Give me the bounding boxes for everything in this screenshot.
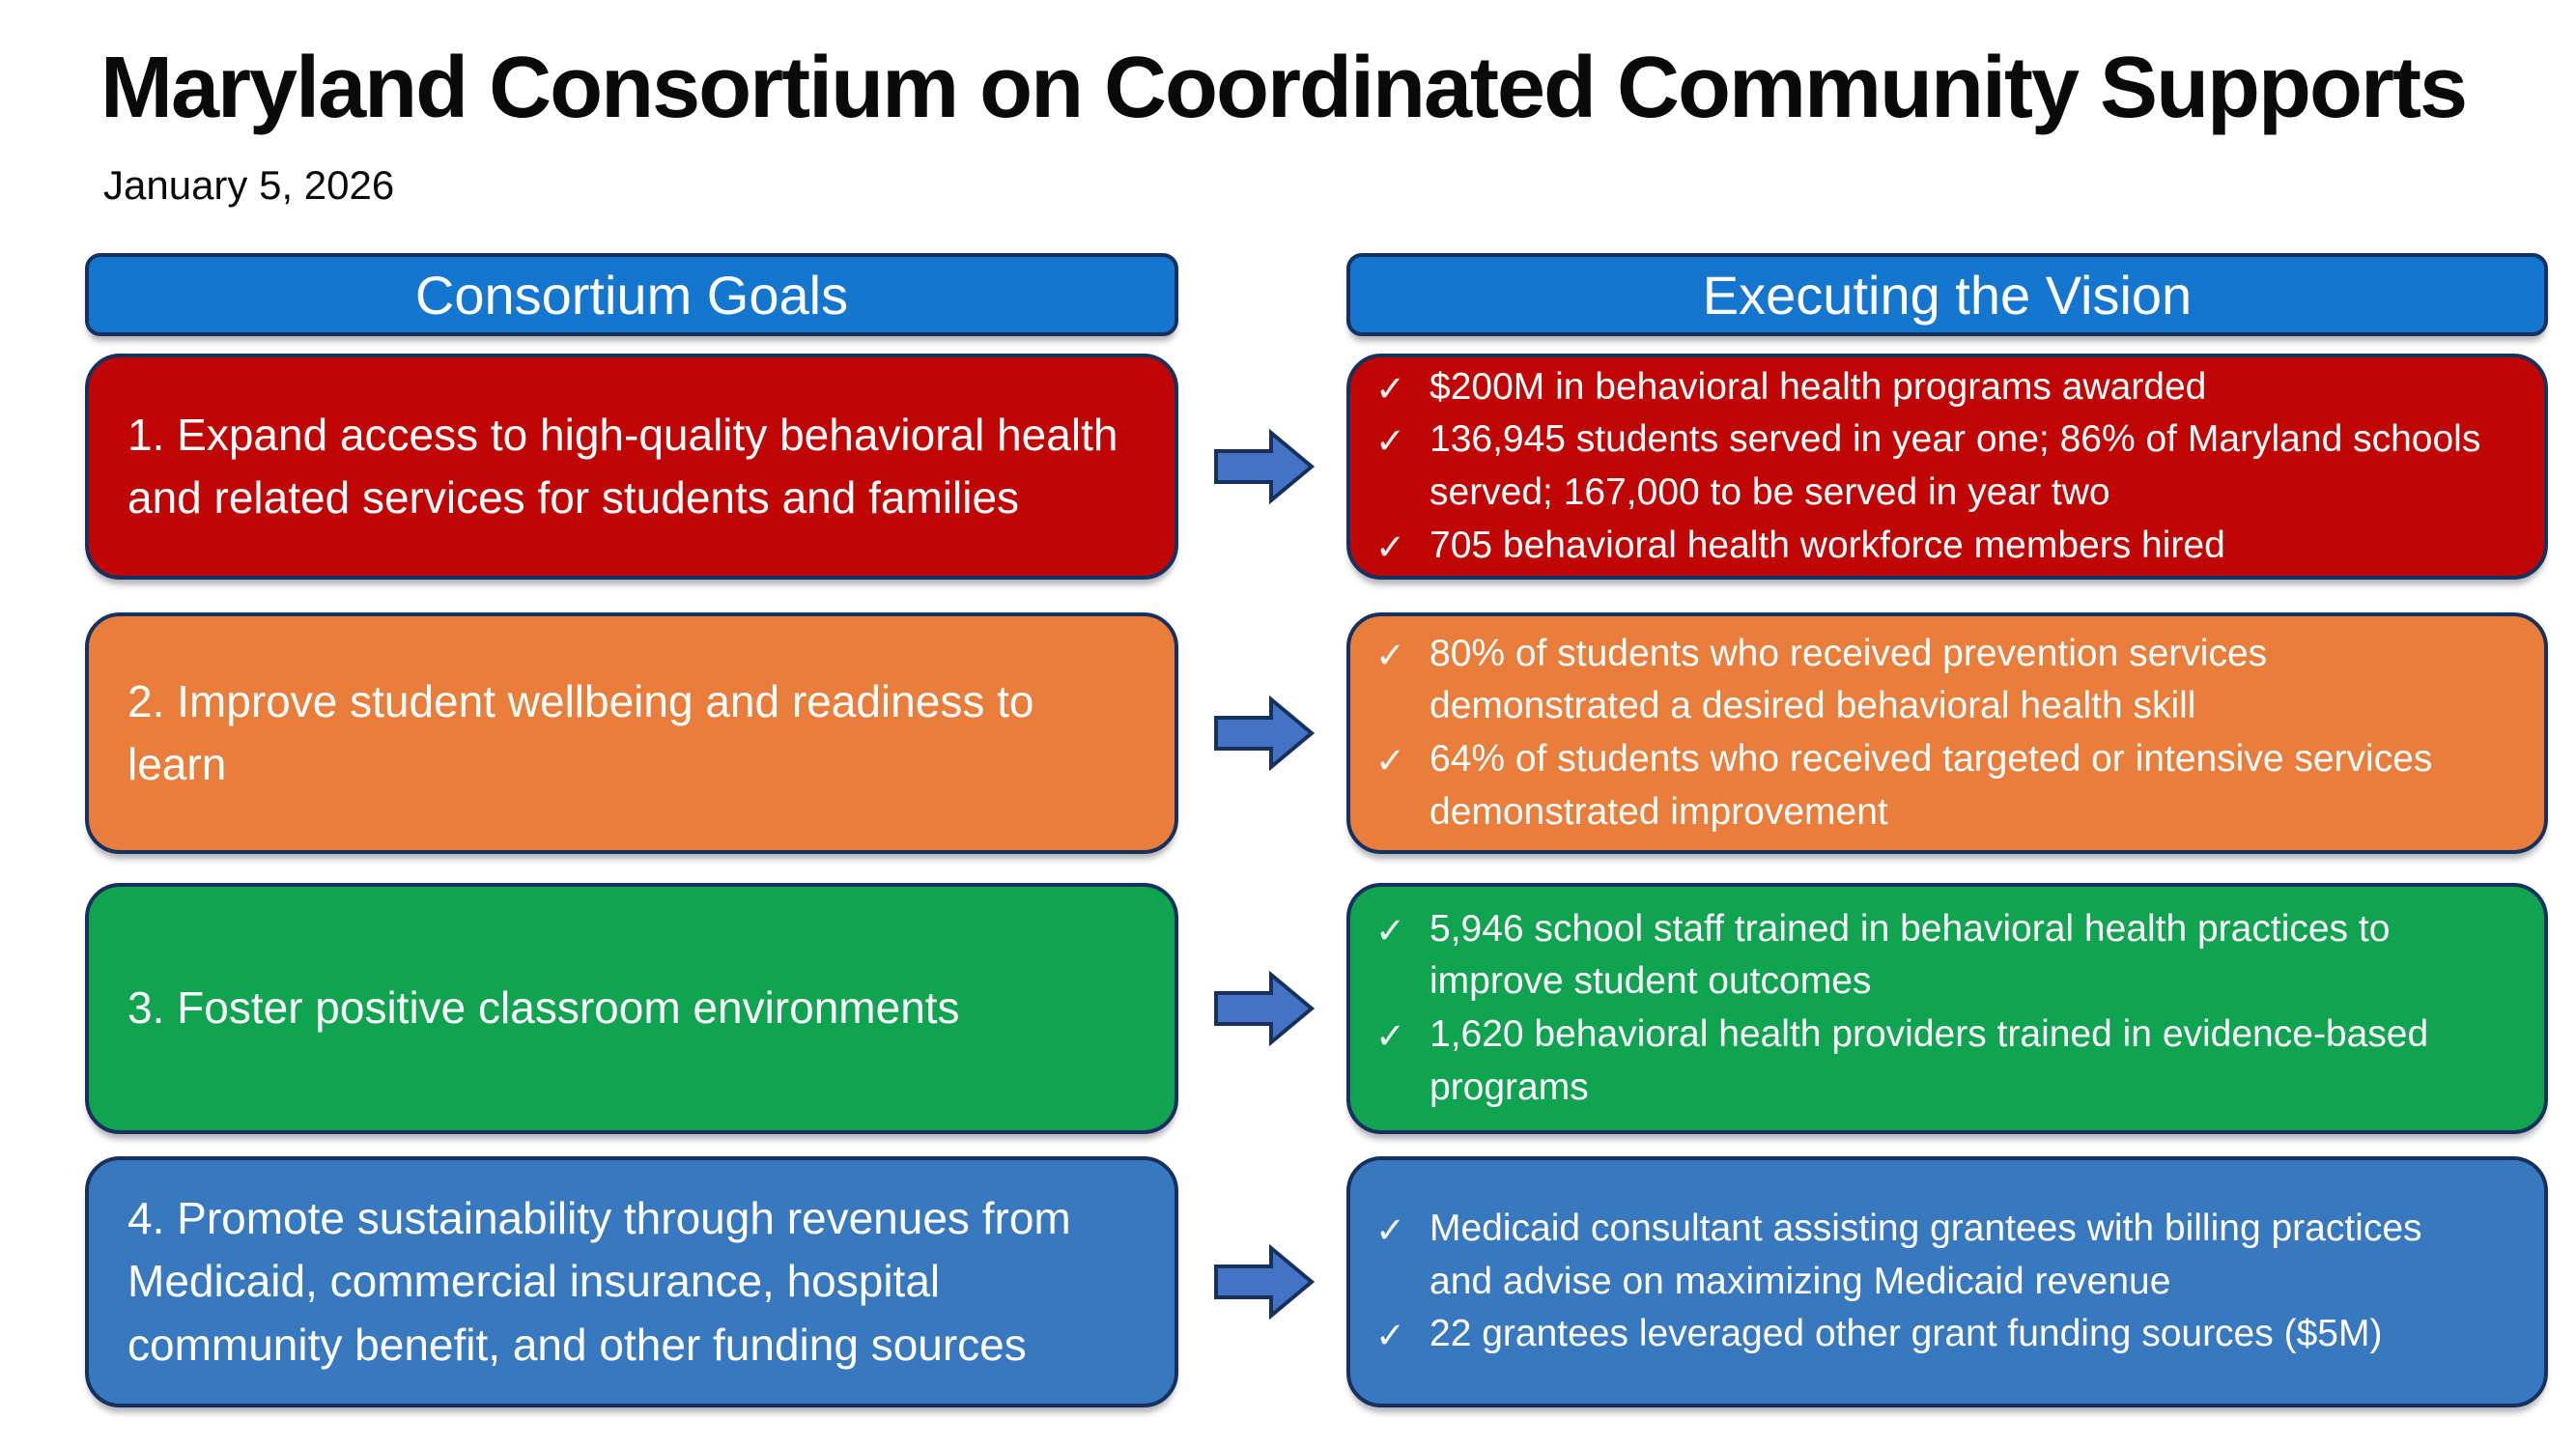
right-arrow-icon: [1213, 1243, 1316, 1321]
slide-title: Maryland Consortium on Coordinated Community Supports: [100, 40, 2467, 136]
goal-box-2: [85, 612, 1178, 854]
vision-box-2: [1346, 612, 2548, 854]
goal-4-text: 4. Promote sustainability through revenues from Medicaid, commercial insurance, hospital community benefit, and other funding sources: [127, 1193, 1071, 1370]
checkmark-icon: ✓: [1375, 741, 1406, 781]
outcome-text: 136,945 students served in year one; 86% of Maryland schools served; 167,000 to be served in year two: [1430, 418, 2481, 513]
goal-1-text: 1. Expand access to high-quality behavioral health and related services for students and families: [127, 409, 1118, 523]
checkmark-icon: ✓: [1375, 421, 1406, 462]
vision-box-1: [1346, 354, 2548, 580]
goal-box-3: [85, 883, 1178, 1134]
executing-vision-header-label: Executing the Vision: [1702, 264, 2193, 326]
outcome-item: [1375, 1308, 2486, 1361]
outcome-item: [1375, 1203, 2486, 1308]
outcome-item: [1375, 733, 2486, 838]
goal-box-4: [85, 1156, 1178, 1407]
checkmark-icon: ✓: [1375, 1210, 1406, 1250]
checkmark-icon: ✓: [1375, 910, 1406, 951]
outcome-item: [1375, 628, 2486, 733]
vision-box-4: [1346, 1156, 2548, 1407]
outcome-text: 64% of students who received targeted or intensive services demonstrated improvement: [1430, 738, 2433, 833]
outcome-text: 1,620 behavioral health providers trained in evidence-based programs: [1430, 1013, 2429, 1108]
checkmark-icon: ✓: [1375, 635, 1406, 675]
outcome-item: [1375, 361, 2486, 414]
right-arrow-icon: [1213, 695, 1316, 772]
right-arrow-icon: [1213, 970, 1316, 1047]
outcome-text: 80% of students who received prevention services demonstrated a desired behavioral health skill: [1430, 632, 2268, 727]
slide-date: January 5, 2026: [103, 162, 395, 208]
checkmark-icon: ✓: [1375, 368, 1406, 409]
outcome-item: [1375, 520, 2486, 573]
consortium-goals-header-label: Consortium Goals: [414, 264, 849, 326]
right-arrow-icon: [1213, 428, 1316, 505]
checkmark-icon: ✓: [1375, 526, 1406, 567]
vision-box-3: [1346, 883, 2548, 1134]
outcome-item: [1375, 1009, 2486, 1114]
goal-2-text: 2. Improve student wellbeing and readiness to learn: [127, 675, 1034, 789]
goal-box-1: [85, 354, 1178, 580]
outcome-text: 5,946 school staff trained in behavioral health practices to improve student outcomes: [1430, 907, 2391, 1003]
checkmark-icon: ✓: [1375, 1316, 1406, 1356]
goal-3-text: 3. Foster positive classroom environments: [127, 982, 960, 1034]
checkmark-icon: ✓: [1375, 1016, 1406, 1056]
consortium-goals-header: [85, 253, 1178, 336]
outcome-item: [1375, 903, 2486, 1009]
outcome-text: Medicaid consultant assisting grantees with billing practices and advise on maximizing Medicaid revenue: [1430, 1208, 2422, 1302]
outcome-item: [1375, 413, 2486, 519]
outcome-text: 705 behavioral health workforce members hired: [1430, 524, 2225, 566]
outcome-text: 22 grantees leveraged other grant funding sources ($5M): [1430, 1313, 2383, 1355]
executing-vision-header: [1346, 253, 2548, 336]
outcome-text: $200M in behavioral health programs awarded: [1430, 365, 2207, 408]
